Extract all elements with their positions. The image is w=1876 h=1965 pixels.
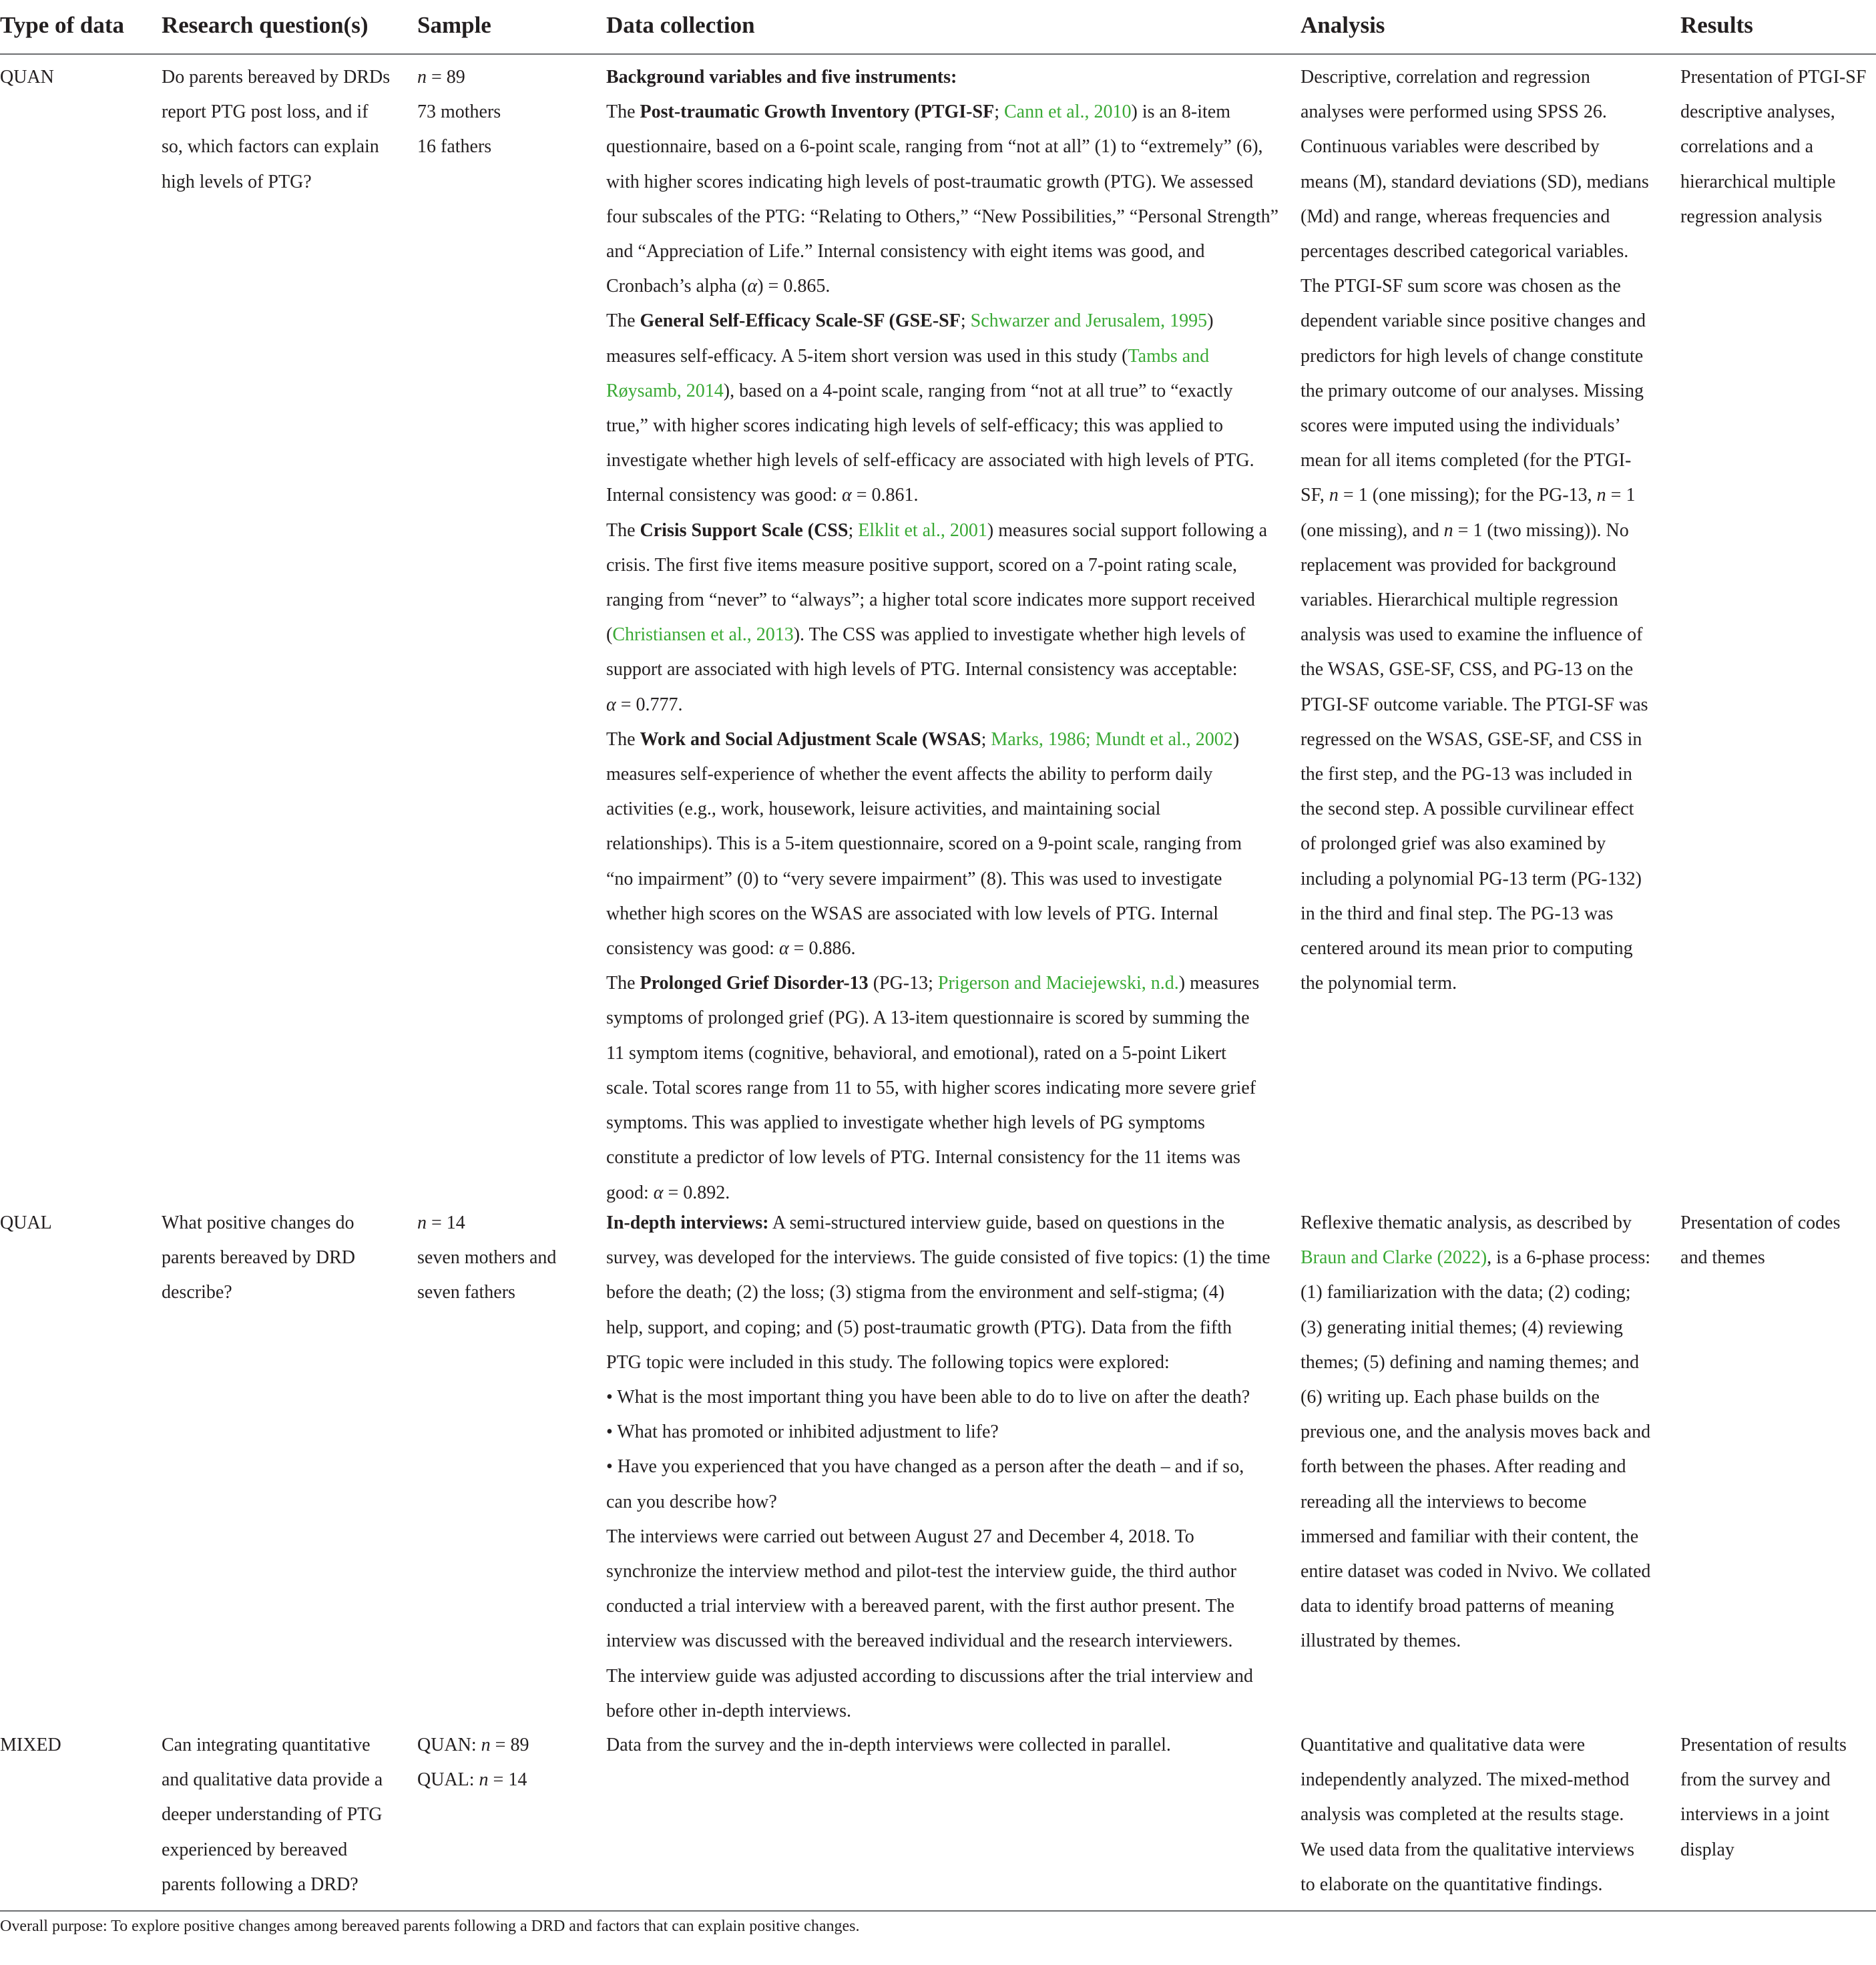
cell-line: describe? bbox=[162, 1282, 232, 1303]
cell-line: relationships). This is a 5-item questionnaire, scored on a 9-point scale, ranging from bbox=[606, 833, 1242, 855]
table-footnote: Overall purpose: To explore positive changes among bereaved parents following a DRD and factors that can explain positive changes. bbox=[0, 1918, 860, 1935]
cell-data-collection bbox=[606, 1206, 1270, 1729]
header-rule bbox=[0, 53, 1876, 55]
cell-line: analysis was completed at the results stage. bbox=[1301, 1804, 1624, 1825]
cell-line: Do parents bereaved by DRDs bbox=[162, 67, 391, 87]
cell-line: the primary outcome of our analyses. Missing bbox=[1301, 380, 1644, 401]
cell-line: to elaborate on the quantitative findings. bbox=[1301, 1874, 1603, 1895]
cell-line: parents following a DRD? bbox=[162, 1874, 359, 1895]
cell-line: Data from the survey and the in-depth interviews were collected in parallel. bbox=[606, 1735, 1171, 1755]
cell-line: questionnaire, based on a 6-point scale, ranging from “not at all” (1) to “extremely” (6), bbox=[606, 136, 1263, 158]
cell-line: support are associated with high levels of PTG. Internal consistency was acceptable: bbox=[606, 659, 1238, 680]
cell-line: seven fathers bbox=[417, 1282, 515, 1303]
cell-question bbox=[162, 1206, 355, 1311]
cell-line: themes; (5) defining and naming themes; and bbox=[1301, 1351, 1639, 1373]
cell-line: Internal consistency was good: α = 0.861. bbox=[606, 485, 919, 506]
cell-line: MIXED bbox=[0, 1735, 61, 1755]
cell-results bbox=[1680, 1206, 1841, 1275]
cell-line: replacement was provided for background bbox=[1301, 554, 1616, 576]
cell-line: (3) generating initial themes; (4) reviewing bbox=[1301, 1317, 1623, 1338]
cell-line: analyses were performed using SPSS 26. bbox=[1301, 101, 1607, 123]
header-research-questions: Research question(s) bbox=[162, 12, 369, 38]
cell-line: • What is the most important thing you have been able to do to live on after the death? bbox=[606, 1387, 1250, 1408]
cell-line: previous one, and the analysis moves back and bbox=[1301, 1422, 1651, 1443]
cell-line: so, which factors can explain bbox=[162, 136, 379, 158]
cell-line: good: α = 0.892. bbox=[606, 1182, 730, 1203]
cell-sample bbox=[417, 1206, 556, 1311]
cell-line: 16 fathers bbox=[417, 136, 492, 158]
footer-rule bbox=[0, 1910, 1876, 1912]
cell-line: four subscales of the PTG: “Relating to Others,” “New Possibilities,” “Personal Strength” bbox=[606, 206, 1279, 227]
cell-line: illustrated by themes. bbox=[1301, 1630, 1461, 1652]
cell-sample bbox=[417, 1728, 529, 1797]
cell-line: data to identify broad patterns of meaning bbox=[1301, 1596, 1614, 1617]
cell-line: PTG topic were included in this study. The following topics were explored: bbox=[606, 1351, 1170, 1373]
cell-results bbox=[1680, 1728, 1847, 1868]
cell-line: scores were imputed using the individuals’ bbox=[1301, 415, 1621, 437]
cell-question bbox=[162, 60, 390, 200]
cell-line: activities (e.g., work, housework, leisure activities, and maintaining social bbox=[606, 799, 1161, 820]
cell-sample bbox=[417, 60, 501, 165]
cell-line: The Work and Social Adjustment Scale (WSAS; Marks, 1986; Mundt et al., 2002) bbox=[606, 728, 1240, 750]
cell-line: before other in-depth interviews. bbox=[606, 1700, 851, 1721]
cell-line: consistency was good: α = 0.886. bbox=[606, 938, 856, 959]
cell-line: regressed on the WSAS, GSE-SF, and CSS in bbox=[1301, 728, 1642, 750]
cell-line: SF, n = 1 (one missing); for the PG-13, n = 1 bbox=[1301, 485, 1636, 506]
cell-line: symptoms of prolonged grief (PG). A 13-item questionnaire is scored by summing the bbox=[606, 1008, 1250, 1029]
cell-line: What positive changes do bbox=[162, 1213, 355, 1233]
cell-line: and qualitative data provide a bbox=[162, 1769, 383, 1791]
cell-line: predictors for high levels of change constitute bbox=[1301, 345, 1644, 367]
cell-line: In-depth interviews: A semi-structured interview guide, based on questions in the bbox=[606, 1213, 1225, 1233]
cell-line: Descriptive, correlation and regression bbox=[1301, 67, 1590, 87]
cell-line: Reflexive thematic analysis, as described by bbox=[1301, 1213, 1632, 1233]
cell-line: analysis was used to examine the influence of bbox=[1301, 624, 1643, 646]
cell-line: high levels of PTG? bbox=[162, 171, 312, 192]
cell-line: synchronize the interview method and pilot-test the interview guide, the third author bbox=[606, 1561, 1236, 1582]
cell-line: PTGI-SF outcome variable. The PTGI-SF was bbox=[1301, 694, 1648, 715]
cell-line: The interviews were carried out between August 27 and December 4, 2018. To bbox=[606, 1526, 1194, 1547]
header-results: Results bbox=[1680, 12, 1753, 38]
cell-line: investigate whether high levels of self-efficacy are associated with high levels of PTG. bbox=[606, 450, 1254, 471]
cell-line: measures self-experience of whether the event affects the ability to perform daily bbox=[606, 764, 1213, 785]
cell-line: and “Appreciation of Life.” Internal consistency with eight items was good, and bbox=[606, 241, 1205, 262]
cell-line: We used data from the qualitative interviews bbox=[1301, 1839, 1635, 1860]
cell-line: regression analysis bbox=[1680, 206, 1823, 227]
cell-line: constitute a predictor of low levels of PTG. Internal consistency for the 11 items was bbox=[606, 1147, 1240, 1168]
cell-line: measures self-efficacy. A 5-item short version was used in this study (Tambs and bbox=[606, 345, 1210, 367]
cell-line: Cronbach’s alpha (α) = 0.865. bbox=[606, 276, 831, 297]
cell-line: Quantitative and qualitative data were bbox=[1301, 1735, 1586, 1755]
cell-line: dependent variable since positive changes and bbox=[1301, 310, 1646, 332]
cell-line: immersed and familiar with their content, the bbox=[1301, 1526, 1639, 1547]
cell-line: with higher scores indicating high levels of post-traumatic growth (PTG). We assessed bbox=[606, 171, 1254, 192]
cell-line: percentages described categorical variables. bbox=[1301, 241, 1629, 262]
cell-line: n = 14 bbox=[417, 1213, 465, 1233]
cell-analysis bbox=[1301, 1206, 1650, 1659]
cell-line: The Crisis Support Scale (CSS; Elklit et al., 2001) measures social support following a bbox=[606, 519, 1268, 541]
cell-line: conducted a trial interview with a bereaved parent, with the first author present. The bbox=[606, 1596, 1235, 1617]
cell-line: 73 mothers bbox=[417, 101, 501, 123]
cell-type bbox=[0, 60, 54, 95]
cell-line: The Post-traumatic Growth Inventory (PTGI-SF; Cann et al., 2010) is an 8-item bbox=[606, 101, 1231, 123]
cell-line: QUAN: n = 89 bbox=[417, 1735, 529, 1755]
cell-type bbox=[0, 1206, 52, 1241]
cell-line: (1) familiarization with the data; (2) coding; bbox=[1301, 1282, 1631, 1303]
cell-line: variables. Hierarchical multiple regression bbox=[1301, 590, 1618, 611]
cell-line: whether high scores on the WSAS are associated with low levels of PTG. Internal bbox=[606, 903, 1219, 924]
cell-line: QUAN bbox=[0, 67, 54, 87]
cell-question bbox=[162, 1728, 383, 1902]
cell-analysis bbox=[1301, 60, 1649, 1001]
cell-line: descriptive analyses, bbox=[1680, 101, 1835, 123]
cell-line: including a polynomial PG-13 term (PG-132) bbox=[1301, 868, 1642, 889]
cell-line: The General Self-Efficacy Scale-SF (GSE-SF; Schwarzer and Jerusalem, 1995) bbox=[606, 310, 1214, 332]
cell-line: QUAL: n = 14 bbox=[417, 1769, 527, 1791]
cell-line: ranging from “never” to “always”; a higher total score indicates more support received bbox=[606, 590, 1255, 611]
cell-line: independently analyzed. The mixed-method bbox=[1301, 1769, 1630, 1791]
cell-line: centered around its mean prior to computing bbox=[1301, 938, 1633, 959]
cell-line: α = 0.777. bbox=[606, 694, 683, 715]
cell-line: Presentation of codes bbox=[1680, 1213, 1841, 1233]
cell-data-collection bbox=[606, 1728, 1171, 1763]
cell-line: the second step. A possible curvilinear effect bbox=[1301, 799, 1634, 820]
cell-line: can you describe how? bbox=[606, 1491, 777, 1512]
cell-line: Continuous variables were described by bbox=[1301, 136, 1600, 158]
cell-line: (6) writing up. Each phase builds on the bbox=[1301, 1387, 1600, 1408]
cell-line: help, support, and coping; and (5) post-traumatic growth (PTG). Data from the fifth bbox=[606, 1317, 1232, 1338]
cell-line: means (M), standard deviations (SD), medians bbox=[1301, 171, 1649, 192]
cell-line: “no impairment” (0) to “very severe impairment” (8). This was used to investigate bbox=[606, 868, 1222, 889]
cell-line: The PTGI-SF sum score was chosen as the bbox=[1301, 276, 1621, 297]
header-sample: Sample bbox=[417, 12, 491, 38]
cell-line: scale. Total scores range from 11 to 55, with higher scores indicating more severe grief bbox=[606, 1077, 1256, 1098]
cell-line: from the survey and bbox=[1680, 1769, 1831, 1791]
cell-line: display bbox=[1680, 1839, 1734, 1860]
cell-line: interviews in a joint bbox=[1680, 1804, 1830, 1825]
cell-line: n = 89 bbox=[417, 67, 465, 87]
cell-line: the first step, and the PG-13 was included in bbox=[1301, 764, 1632, 785]
header-analysis: Analysis bbox=[1301, 12, 1385, 38]
cell-line: experienced by bereaved bbox=[162, 1839, 348, 1860]
cell-line: (Md) and range, whereas frequencies and bbox=[1301, 206, 1610, 227]
cell-line: (Christiansen et al., 2013). The CSS was applied to investigate whether high levels of bbox=[606, 624, 1246, 646]
cell-data-collection bbox=[606, 60, 1278, 1211]
cell-line: Can integrating quantitative bbox=[162, 1735, 371, 1755]
cell-line: survey, was developed for the interviews. The guide consisted of five topics: (1) the time bbox=[606, 1247, 1270, 1269]
header-data-collection: Data collection bbox=[606, 12, 755, 38]
cell-line: The interview guide was adjusted according to discussions after the trial interview and bbox=[606, 1665, 1253, 1687]
cell-results bbox=[1680, 60, 1866, 234]
cell-line: (one missing), and n = 1 (two missing)). No bbox=[1301, 519, 1629, 541]
cell-line: interview was discussed with the bereaved individual and the research interviewers. bbox=[606, 1630, 1233, 1652]
cell-line: true,” with higher scores indicating high levels of self-efficacy; this was applied to bbox=[606, 415, 1223, 437]
cell-line: • Have you experienced that you have changed as a person after the death – and if so, bbox=[606, 1456, 1244, 1478]
cell-line: correlations and a bbox=[1680, 136, 1814, 158]
cell-line: forth between the phases. After reading and bbox=[1301, 1456, 1626, 1478]
cell-line: seven mothers and bbox=[417, 1247, 557, 1269]
cell-type bbox=[0, 1728, 61, 1763]
cell-line: Røysamb, 2014), based on a 4-point scale, ranging from “not at all true” to “exactly bbox=[606, 380, 1233, 401]
cell-line: of prolonged grief was also examined by bbox=[1301, 833, 1606, 855]
cell-line: Presentation of PTGI-SF bbox=[1680, 67, 1867, 87]
cell-line: the polynomial term. bbox=[1301, 973, 1457, 994]
cell-line: entire dataset was coded in Nvivo. We collated bbox=[1301, 1561, 1651, 1582]
cell-line: Braun and Clarke (2022), is a 6-phase process: bbox=[1301, 1247, 1651, 1269]
cell-line: report PTG post loss, and if bbox=[162, 101, 369, 123]
cell-line: the WSAS, GSE-SF, CSS, and PG-13 on the bbox=[1301, 659, 1634, 680]
cell-line: hierarchical multiple bbox=[1680, 171, 1836, 192]
cell-line: crisis. The first five items measure positive support, scored on a 7-point rating scale, bbox=[606, 554, 1238, 576]
cell-line: before the death; (2) the loss; (3) stigma from the environment and self-stigma; (4) bbox=[606, 1282, 1225, 1303]
cell-line: in the third and final step. The PG-13 was bbox=[1301, 903, 1614, 924]
header-type-of-data: Type of data bbox=[0, 12, 125, 38]
cell-analysis bbox=[1301, 1728, 1634, 1902]
cell-line: parents bereaved by DRD bbox=[162, 1247, 356, 1269]
cell-line: Presentation of results bbox=[1680, 1735, 1847, 1755]
cell-line: 11 symptom items (cognitive, behavioral, and emotional), rated on a 5-point Likert bbox=[606, 1042, 1226, 1064]
cell-line: The Prolonged Grief Disorder-13 (PG-13; Prigerson and Maciejewski, n.d.) measures bbox=[606, 973, 1260, 994]
cell-line: Background variables and five instruments: bbox=[606, 67, 957, 87]
cell-line: symptoms. This was applied to investigate whether high levels of PG symptoms bbox=[606, 1112, 1205, 1134]
cell-line: deeper understanding of PTG bbox=[162, 1804, 383, 1825]
cell-line: rereading all the interviews to become bbox=[1301, 1491, 1587, 1512]
cell-line: and themes bbox=[1680, 1247, 1765, 1269]
cell-line: mean for all items completed (for the PTGI- bbox=[1301, 450, 1632, 471]
cell-line: • What has promoted or inhibited adjustment to life? bbox=[606, 1422, 999, 1443]
cell-line: QUAL bbox=[0, 1213, 52, 1233]
